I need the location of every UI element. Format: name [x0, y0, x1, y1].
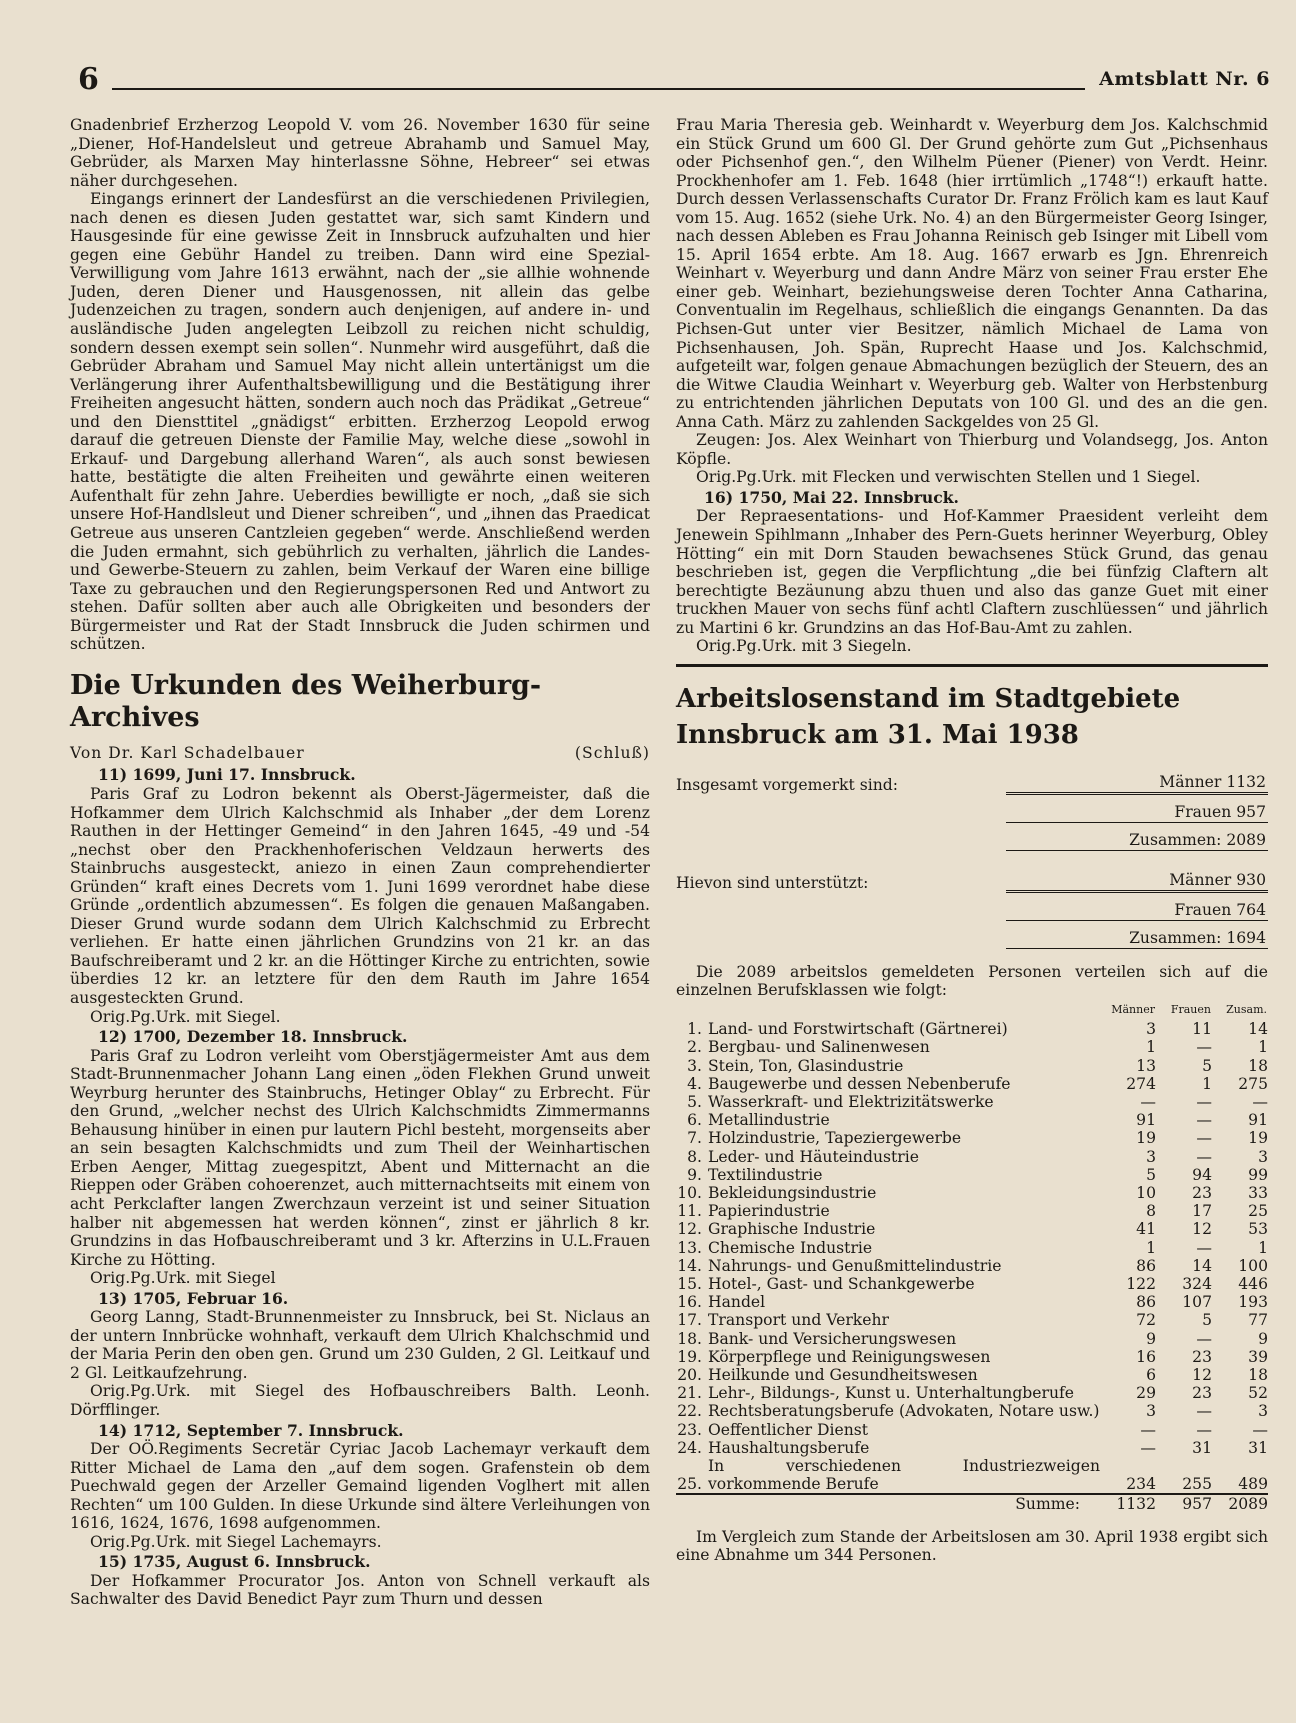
women-count: —: [1196, 1092, 1212, 1111]
sum-count: 52: [1248, 1384, 1268, 1403]
women-count: 107: [1182, 1293, 1212, 1312]
women-count: 5: [1202, 1056, 1212, 1075]
sum-count: 3: [1258, 1147, 1268, 1166]
table-row: [676, 1202, 1268, 1220]
supported-row: [676, 921, 1268, 949]
sum-count: 446: [1238, 1275, 1268, 1293]
occupation-name: Hotel-, Gast- und Schankgewerbe: [708, 1275, 975, 1293]
col-men: Männer: [1111, 1002, 1155, 1016]
occupation-name: Baugewerbe und dessen Nebenberufe: [708, 1074, 1011, 1093]
intro-paragraph: Eingangs erinnert der Landesfürst an die verschiedenen Privilegien, nach denen es diesen Juden gestattet war, sich samt Kindern und Hausgesinde für eine gewisse Zeit in Innsbruck aufzuhalten und hier gegen eine Gebühr Handel zu treiben. Dann wird eine Spezial-Verwilligung vom Jahre 1613 erwähnt, nach der „sie allhie wohnende Juden, deren Diener und Hausgenossen, nit allein das gelbe Judenzeichen zu tragen, sondern auch denjenigen, auf andere in- und ausländische Juden angelegten Leibzoll zu reichen nicht schuldig, sondern dessen exempt sein sollen“. Nunmehr wird ausgeführt, daß die Gebrüder Abraham und Samuel May nicht allein untertänigst um die Verlängerung ihrer Aufenthaltsbewilligung und die Bestätigung ihrer Freiheiten angesucht hätten, sondern auch noch das Prädikat „Getreue“ und den Diensttitel „gnädigst“ erbitten. Erzherzog Leopold erwog darauf die getreuen Dienste der Familie May, welche diese „sowohl in Erkauf- und Dargebung allerhand Waren“, als auch sonst bewiesen hatte, bestätigte die alten Freiheiten und gewährte einen weiteren Aufenthalt für zehn Jahre. Ueberdies bewilligte er noch, „daß sie sich unsere Hof-Handlsleut und Diener schreiben“, und „ihnen das Praedicat Getreue aus unseren Cantzleien gegeben“ werde. Anschließend werden die Juden ermahnt, sich gebührlich zu verhalten, jährlich die Landes- und Gewerbe-Steuern zu zahlen, beim Verkauf der Waren eine billige Taxe zu gebrauchen und den Regierungspersonen Red und Antwort zu stehen. Dafür sollten aber auch alle Obrigkeiten und besonders der Bürgermeister und Rat der Stadt Innsbruck die Juden schirmen und schützen.: [70, 190, 650, 654]
men-count: —: [1140, 1092, 1156, 1111]
occupation-table: [676, 1000, 1268, 1514]
occupation-name: Bergbau- und Salinenwesen: [708, 1038, 930, 1057]
men-count: 86: [1136, 1256, 1156, 1275]
men-count: 10: [1136, 1183, 1156, 1202]
occupation-name: Land- und Forstwirtschaft (Gärtnerei): [708, 1020, 1008, 1039]
women-count: —: [1196, 1402, 1212, 1421]
table-row: [676, 1275, 1268, 1293]
document-seal: Orig.Pg.Urk. mit Siegel: [90, 1269, 276, 1288]
men-count: 91: [1136, 1111, 1156, 1130]
sum-count: 77: [1248, 1311, 1268, 1330]
men-count: 8: [1146, 1202, 1156, 1221]
row-number: 7.: [687, 1129, 702, 1148]
men-count: 1: [1146, 1038, 1156, 1057]
sum-count: 18: [1248, 1366, 1268, 1385]
occupation-name: Textilindustrie: [708, 1165, 823, 1184]
sum-men: 1132: [1100, 1494, 1156, 1513]
document-text: Frau Maria Theresia geb. Weinhardt v. Weyerburg dem Jos. Kalchschmid ein Stück Grund um 600 Gl. Der Grund gehörte zum Gut „Pichsenhaus oder Pichsenhof gen.“, den Wilhelm Püener (Piener) von Verdt. Heinr. Prockhenhofer am 1. Feb. 1648 (hier irrtümlich „1748“!) erkauft hatte. Durch dessen Verlassenschafts Curator Dr. Franz Frölich kam es laut Kauf vom 15. Aug. 1652 (siehe Urk. No. 4) an den Bürgermeister Georg Isinger, nach dessen Ableben es Frau Johanna Reinisch geb Isinger mit Libell vom 15. April 1654 erbte. Am 18. Aug. 1667 erwarb es Jgn. Ehrenreich Weinhart v. Weyerburg und dann Andre März von seiner Frau erster Ehe einer geb. Weinhart, beziehungsweise deren Tochter Anna Catharina, Conventualin im Regelhaus, schließlich die eingangs Genannten. Da das Pichsen-Gut unter vier Besitzer, nämlich Michael de Lama von Pichsenhausen, Joh. Spän, Ruprecht Haase und Jos. Kalchschmid, aufgeteilt war, folgen genaue Abmachungen bezüglich der Steuern, des an die Witwe Claudia Weinhart v. Weyerburg geb. Walter von Herbstenburg zu entrichtenden jährlichen Deputats von 100 Gl. und des an die gen. Anna Cath. März zu zahlenden Sackgeldes von 25 Gl.: [676, 116, 1268, 431]
distribution-intro: Die 2089 arbeitslos gemeldeten Personen verteilen sich auf die einzelnen Berufsklassen wie folgt:: [676, 962, 1268, 1000]
women-count: 23: [1192, 1183, 1212, 1202]
women-count: 14: [1192, 1256, 1212, 1275]
row-number: 3.: [687, 1056, 702, 1075]
document-entry: [70, 1028, 650, 1288]
row-number: 6.: [687, 1111, 702, 1130]
women-count: —: [1196, 1238, 1212, 1257]
table-row: [676, 1075, 1268, 1093]
author: Von Dr. Karl Schadelbauer: [70, 743, 305, 762]
row-number: 23.: [677, 1420, 702, 1439]
row-number: 21.: [677, 1384, 702, 1403]
sum-count: 489: [1238, 1475, 1268, 1494]
occupation-name: Chemische Industrie: [708, 1238, 873, 1257]
row-number: 15.: [677, 1275, 702, 1293]
table-row: [676, 1166, 1268, 1184]
sum-count: 9: [1258, 1329, 1268, 1348]
men-count: 234: [1126, 1475, 1156, 1494]
document-heading: 11) 1699, Juni 17. Innsbruck.: [98, 765, 356, 785]
table-row: [676, 1220, 1268, 1238]
document-seal: Orig.Pg.Urk. mit Siegel.: [90, 1007, 281, 1026]
row-number: 12.: [677, 1220, 702, 1239]
table-row: [676, 1330, 1268, 1348]
women-count: 12: [1192, 1220, 1212, 1239]
totals-row: [676, 795, 1268, 823]
document-seal: Orig.Pg.Urk. mit 3 Siegeln.: [696, 637, 912, 656]
occupation-name: Metallindustrie: [708, 1111, 830, 1130]
occupation-name: Wasserkraft- und Elektrizitätswerke: [708, 1092, 994, 1111]
document-seal: Orig.Pg.Urk. mit Flecken und verwischten Stellen und 1 Siegel.: [696, 468, 1201, 487]
table-row: [676, 1311, 1268, 1329]
page-header: [78, 62, 1270, 98]
sum-count: 1: [1258, 1238, 1268, 1257]
occupation-name: Stein, Ton, Glasindustrie: [708, 1056, 904, 1075]
row-number: 11.: [677, 1202, 702, 1221]
row-number: 10.: [677, 1183, 702, 1202]
document-seal: Orig.Pg.Urk. mit Siegel des Hofbauschreibers Balth. Leonh. Dörfflinger.: [70, 1382, 650, 1419]
occupation-name: Nahrungs- und Genußmittelindustrie: [708, 1256, 1002, 1275]
byline: [70, 744, 650, 763]
document-seal: Orig.Pg.Urk. mit Siegel Lachemayrs.: [90, 1532, 382, 1551]
table-row: [676, 1457, 1268, 1494]
row-number: 17.: [677, 1311, 702, 1330]
table-row: [676, 1038, 1268, 1056]
women-count: 255: [1182, 1475, 1212, 1494]
document-heading: 12) 1700, Dezember 18. Innsbruck.: [98, 1027, 408, 1047]
totals-row: [676, 823, 1268, 851]
table-row: [676, 1148, 1268, 1166]
occupation-name: Bank- und Versicherungswesen: [708, 1329, 957, 1348]
sum-women: 957: [1156, 1494, 1212, 1513]
sum-count: 100: [1238, 1256, 1268, 1275]
women-count: —: [1196, 1329, 1212, 1348]
table-row: [676, 1384, 1268, 1402]
occupation-name: Heilkunde und Gesundheitswesen: [708, 1366, 978, 1385]
women-count: 324: [1182, 1275, 1212, 1293]
men-count: 29: [1136, 1384, 1156, 1403]
sum-total: 2089: [1212, 1494, 1268, 1513]
occupation-name: Rechtsberatungsberufe (Advokaten, Notare usw.): [708, 1402, 1100, 1421]
occupation-name: Transport und Verkehr: [708, 1311, 889, 1330]
document-text: Der Repraesentations- und Hof-Kammer Praesident verleiht dem Jenewein Spihlmann „Inhaber des Pern-Guets herinner Weyerburg, Obley Hötting“ ein mit Dorn Stauden bewachsenes Stück Grund, das genau beschrieben ist, gegen die Verpflichtung „die bei fünfzig Claftern alt berechtigte Bezäunung abzu thuen und also das ganze Guet mit einer truckhen Mauer von sechs fünf achtl Claftern zuschlüessen“ und jährlich zu Martini 6 kr. Grundzins an das Hof-Bau-Amt zu zahlen.: [676, 507, 1268, 637]
row-number: 24.: [677, 1438, 702, 1457]
document-entry: [70, 1422, 650, 1552]
women-count: 23: [1192, 1347, 1212, 1366]
journal-title: Amtsblatt Nr. 6: [1099, 68, 1270, 90]
sum-count: 99: [1248, 1165, 1268, 1184]
men-count: 72: [1136, 1311, 1156, 1330]
men-count: 19: [1136, 1129, 1156, 1148]
occupation-name: Haushaltungsberufe: [708, 1438, 870, 1457]
occupation-name: Leder- und Häuteindustrie: [708, 1147, 919, 1166]
sum-row: [676, 1494, 1268, 1513]
women-count: 94: [1192, 1165, 1212, 1184]
supported-men: Männer 930: [1006, 871, 1268, 893]
table-row: [676, 1129, 1268, 1147]
men-count: 9: [1146, 1329, 1156, 1348]
row-number: 25.: [677, 1475, 702, 1494]
men-count: 3: [1146, 1402, 1156, 1421]
intro-paragraph: Gnadenbrief Erzherzog Leopold V. vom 26. November 1630 für seine „Diener, Hof-Handelsleut und getreue Abrahamb und Samuel May, Gebrüder, als Marxen May hinterlassne Söhne, Hebreer“ sei etwas näher durchgesehen.: [70, 116, 650, 190]
women-count: —: [1196, 1147, 1212, 1166]
men-count: 16: [1136, 1347, 1156, 1366]
col-women: Frauen: [1170, 1002, 1211, 1016]
men-count: 13: [1136, 1056, 1156, 1075]
totals-block: [676, 767, 1268, 851]
row-number: 16.: [677, 1293, 702, 1312]
document-entry: [70, 1553, 650, 1609]
men-count: —: [1140, 1438, 1156, 1457]
witnesses: Zeugen: Jos. Alex Weinhart von Thierburg und Volandsegg, Jos. Anton Köpfle.: [676, 431, 1268, 468]
section-title: Die Urkunden des Weiherburg-Archives: [70, 669, 542, 733]
sum-count: 33: [1248, 1183, 1268, 1202]
table-row: [676, 1421, 1268, 1439]
men-count: 86: [1136, 1293, 1156, 1312]
sum-count: 18: [1248, 1056, 1268, 1075]
sum-count: —: [1252, 1420, 1268, 1439]
left-column: [70, 116, 650, 1609]
row-number: 14.: [677, 1256, 702, 1275]
sum-label: Summe:: [708, 1494, 1100, 1513]
table-row: [676, 1366, 1268, 1384]
occupation-name: Oeffentlicher Dienst: [708, 1420, 869, 1439]
totals-men: Männer 1132: [1006, 773, 1268, 795]
women-count: 11: [1192, 1020, 1212, 1039]
document-text: Paris Graf zu Lodron bekennt als Oberst-Jägermeister, daß die Hofkammer dem Ulrich Kalchschmid als Inhaber „der dem Lorenz Rauthen in der Hettinger Gemeind“ in den Jahren 1645, -49 und -54 „nechst ober den Prackhenhoferischen Veldzaun herwerts des Stainbruchs ausgesteckt, aniezo in einen Zaun comprehendierter Gründen“ kraft eines Decrets vom 1. Juni 1699 verordnet habe diese Gründe „ordentlich abzumessen“. Es folgen die genauen Maßangaben. Dieser Grund wurde sodann dem Ulrich Kalchschmid zu Erbrecht verliehen. Er hatte einen jährlichen Grundzins von 21 kr. an das Baufschreiberamt und 2 kr. an die Höttinger Kirche zu entrichten, sowie überdies 12 kr. an letztere für den dem Rauth im Jahre 1654 ausgesteckten Grund.: [70, 784, 650, 1007]
women-count: —: [1196, 1038, 1212, 1057]
row-number: 1.: [687, 1020, 702, 1039]
sum-count: 193: [1238, 1293, 1268, 1312]
occupation-name: Lehr-, Bildungs-, Kunst u. Unterhaltungberufe: [708, 1384, 1075, 1403]
continuation-note: (Schluß): [574, 743, 650, 762]
occupation-name: Körperpflege und Reinigungswesen: [708, 1347, 991, 1366]
women-count: 5: [1202, 1311, 1212, 1330]
totals-women: Frauen 957: [1006, 803, 1268, 823]
supported-row: [676, 893, 1268, 921]
row-number: 18.: [677, 1329, 702, 1348]
men-count: 6: [1146, 1366, 1156, 1385]
document-text: Georg Lanng, Stadt-Brunnenmeister zu Innsbruck, bei St. Niclaus an der untern Innbrücke wohnhaft, verkauft dem Ulrich Khalchschmid und der Maria Perin den oben gen. Grund um 230 Gulden, 2 Gl. Leitkauf und 2 Gl. Leitkaufzehrung.: [70, 1308, 650, 1382]
occupation-name: Bekleidungsindustrie: [708, 1183, 877, 1202]
occupation-name: Papierindustrie: [708, 1202, 830, 1221]
document-entry: [70, 766, 650, 1026]
table-row: [676, 1293, 1268, 1311]
table-row: [676, 1020, 1268, 1038]
document-entry: [70, 1290, 650, 1420]
supported-sum: Zusammen: 1694: [1006, 929, 1268, 949]
table-row: [676, 1057, 1268, 1075]
sum-count: 1: [1258, 1038, 1268, 1057]
women-count: —: [1196, 1420, 1212, 1439]
row-number: 2.: [687, 1038, 702, 1057]
supported-block: [676, 865, 1268, 949]
women-count: 17: [1192, 1202, 1212, 1221]
table-row: [676, 1239, 1268, 1257]
sum-count: 275: [1238, 1074, 1268, 1093]
header-rule: [112, 88, 1085, 90]
sum-count: —: [1252, 1092, 1268, 1111]
occupation-name: In verschiedenen Industriezweigen vorkommende Berufe: [708, 1457, 1100, 1494]
row-number: 4.: [687, 1074, 702, 1093]
closing-text: Im Vergleich zum Stande der Arbeitslosen am 30. April 1938 ergibt sich eine Abnahme um 344 Personen.: [676, 1527, 1268, 1565]
table-row: [676, 1093, 1268, 1111]
occupation-name: Holzindustrie, Tapeziergewerbe: [708, 1129, 962, 1148]
right-column: [676, 116, 1268, 1565]
sum-count: 19: [1248, 1129, 1268, 1148]
row-number: 20.: [677, 1366, 702, 1385]
sum-count: 31: [1248, 1438, 1268, 1457]
women-count: 23: [1192, 1384, 1212, 1403]
sum-count: 25: [1248, 1202, 1268, 1221]
row-number: 13.: [677, 1238, 702, 1257]
men-count: 3: [1146, 1020, 1156, 1039]
women-count: —: [1196, 1111, 1212, 1130]
row-number: 5.: [687, 1092, 702, 1111]
men-count: 5: [1146, 1165, 1156, 1184]
document-heading: 13) 1705, Februar 16.: [98, 1288, 289, 1308]
col-sum: Zusam.: [1226, 1002, 1267, 1016]
totals-row: [676, 767, 1268, 795]
occupation-name: Handel: [708, 1293, 766, 1312]
women-count: —: [1196, 1129, 1212, 1148]
men-count: 1: [1146, 1238, 1156, 1257]
document-text: Der OÖ.Regiments Secretär Cyriac Jacob Lachemayr verkauft dem Ritter Michael de Lama den „auf dem sogen. Grafenstein ob dem Puechwald gegen der Arzeller Gemaind ligenden Voglhert mit allen Rechten“ um 100 Gulden. In diese Urkunde sind ältere Verleihungen von 1616, 1624, 1676, 1698 aufgenommen.: [70, 1440, 650, 1533]
document-heading: 15) 1735, August 6. Innsbruck.: [98, 1552, 371, 1572]
table-row: [676, 1184, 1268, 1202]
table-row: [676, 1348, 1268, 1366]
occupation-name: Graphische Industrie: [708, 1220, 876, 1239]
occupation-table-header: [676, 1000, 1268, 1020]
document-heading: 16) 1750, Mai 22. Innsbruck.: [704, 487, 959, 507]
row-number: 19.: [677, 1347, 702, 1366]
document-text: Der Hofkammer Procurator Jos. Anton von Schnell verkauft als Sachwalter des David Benedict Payr zum Thurn und dessen: [70, 1571, 650, 1609]
supported-label: Hievon sind unterstützt:: [676, 874, 869, 893]
women-count: 1: [1202, 1074, 1212, 1093]
sum-count: 53: [1248, 1220, 1268, 1239]
men-count: —: [1140, 1420, 1156, 1439]
sum-count: 14: [1248, 1020, 1268, 1039]
men-count: 122: [1126, 1275, 1156, 1293]
table-row: [676, 1439, 1268, 1457]
supported-women: Frauen 764: [1006, 901, 1268, 921]
men-count: 41: [1136, 1220, 1156, 1239]
sum-count: 3: [1258, 1402, 1268, 1421]
totals-label: Insgesamt vorgemerkt sind:: [676, 776, 898, 795]
statistics-title: Arbeitslosenstand im Stadtgebiete Innsbruck am 31. Mai 1938: [676, 664, 1268, 753]
totals-sum: Zusammen: 2089: [1006, 831, 1268, 851]
supported-row: [676, 865, 1268, 893]
women-count: 12: [1192, 1366, 1212, 1385]
sum-count: 91: [1248, 1111, 1268, 1130]
document-heading: 14) 1712, September 7. Innsbruck.: [98, 1420, 404, 1440]
men-count: 3: [1146, 1147, 1156, 1166]
row-number: 9.: [687, 1165, 702, 1184]
table-row: [676, 1402, 1268, 1420]
sum-count: 39: [1248, 1347, 1268, 1366]
men-count: 274: [1126, 1074, 1156, 1093]
table-row: [676, 1111, 1268, 1129]
women-count: 31: [1192, 1438, 1212, 1457]
document-text: Paris Graf zu Lodron verleiht vom Oberstjägermeister Amt aus dem Stadt-Brunnenmacher Johann Lang einen „öden Flekhen Grund unweit Weyrburg herunter des Stainbruchs, Hetinger Oblay“ zu Erbrecht. Für den Grund, „welcher nechst des Ulrich Kalchschmidts Zimmermanns Behausung hinüber in einen pur lautern Pichl besteht, morgenseits aber an sein besagten Kalchschmidts und zum Theil der Weinhartischen Erben Aenger, Mittag zuegespitzt, Abent und Mitternacht an die Rieppen oder Gräben cohoerenzet, auch mitternachtseits mit einem von acht Perkclafter langen Zwerchzaun verzeint ist und seiner Situation halber nit abgemessen hat werden können“, zinst er jährlich 8 kr. Grundzins in das Hofbauschreiberamt und 3 kr. Afterzins in U.L.Frauen Kirche zu Hötting.: [70, 1046, 650, 1269]
table-row: [676, 1257, 1268, 1275]
row-number: 22.: [677, 1402, 702, 1421]
page-number: 6: [78, 62, 99, 97]
row-number: 8.: [687, 1147, 702, 1166]
